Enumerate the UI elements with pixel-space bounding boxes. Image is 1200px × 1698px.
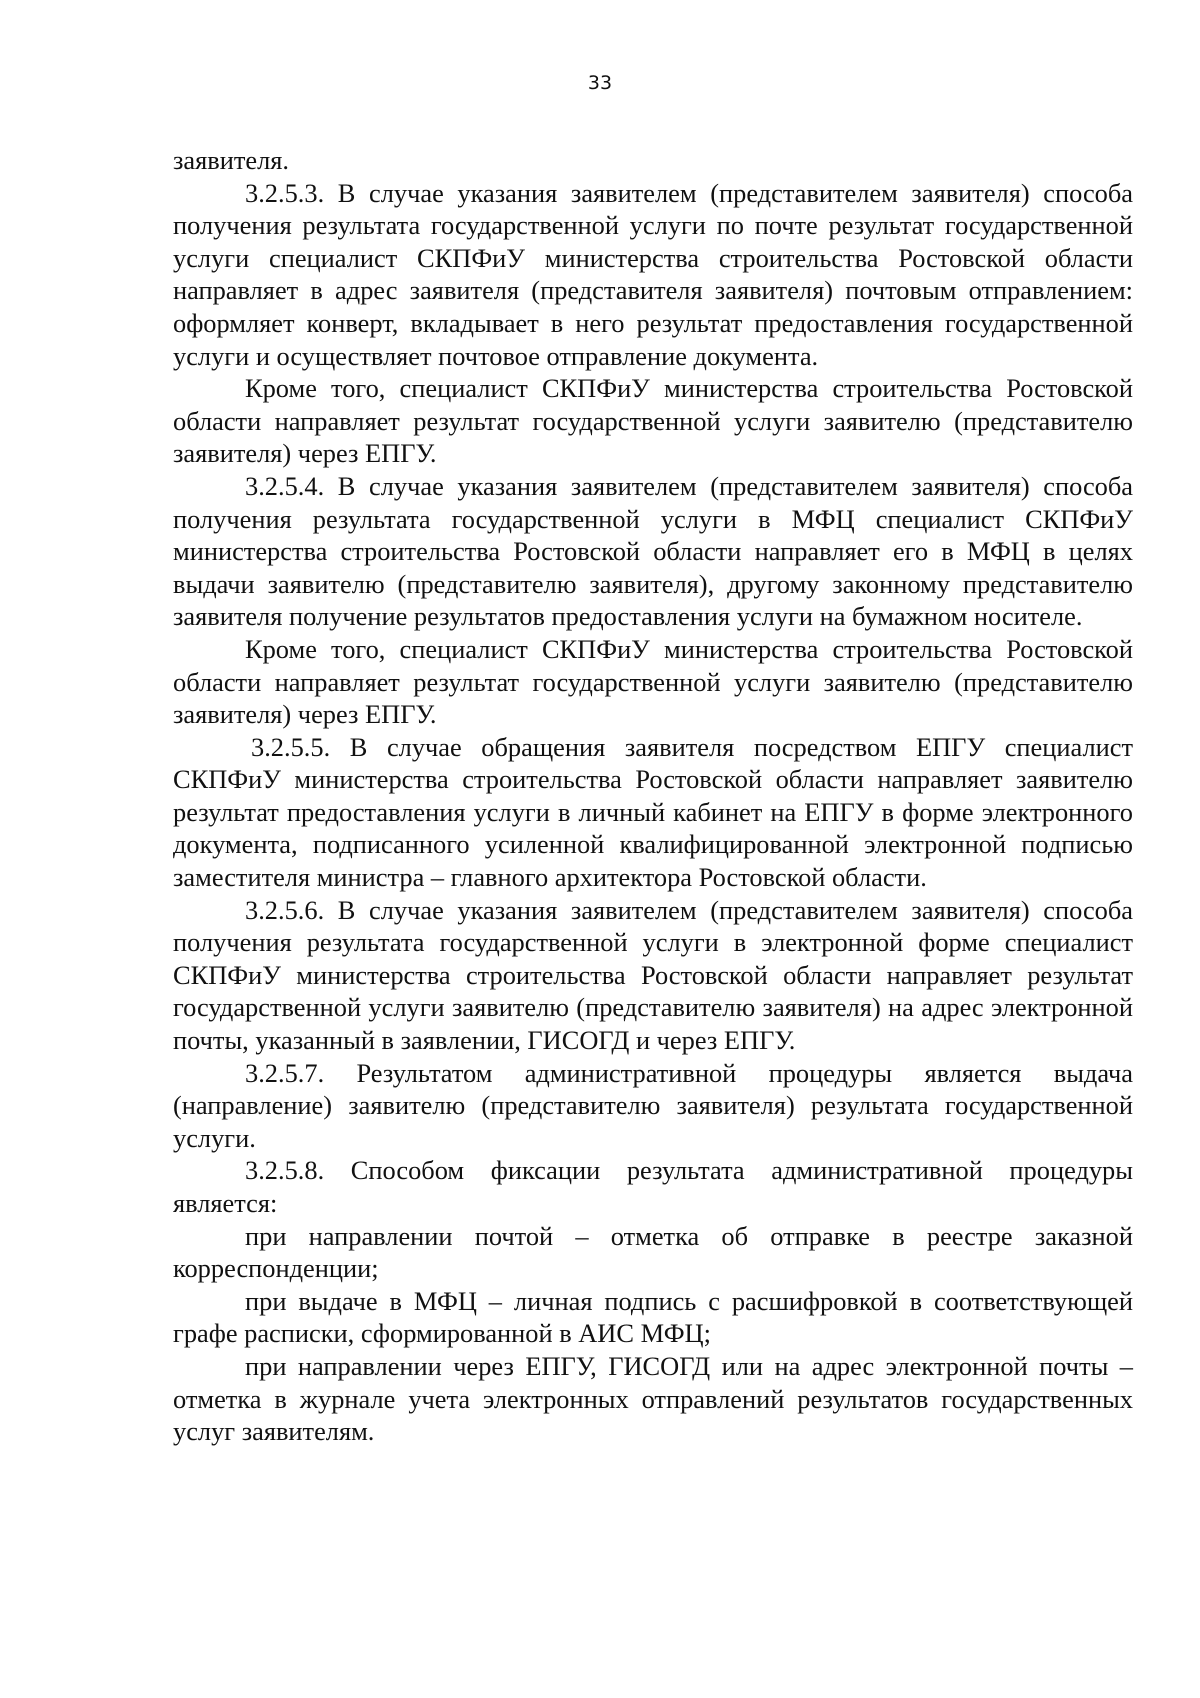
page-number: 33 bbox=[587, 72, 613, 94]
paragraph-3-2-5-3: 3.2.5.3. В случае указания заявителем (представителем заявителя) способа получения результата государственной услуги по почте результат государственной услуги специалист СКПФиУ министерства строительства Ростовской области направляет в адрес заявителя (представителя заявителя) почтовым отправлением: оформляет конверт, вкладывает в него результат предоставления государственной услуги и осуществляет почтовое отправление документа. bbox=[173, 177, 1133, 371]
paragraph-continuation: заявителя. bbox=[173, 145, 290, 175]
list-item-post: при направлении почтой – отметка об отправке в реестре заказной корреспонденции; bbox=[173, 1220, 1133, 1284]
document-body bbox=[173, 144, 1133, 1448]
paragraph-3-2-5-7: 3.2.5.7. Результатом административной процедуры является выдача (направление) заявителю (представителю заявителя) результата государственной услуги. bbox=[173, 1057, 1133, 1153]
paragraph-3-2-5-4: 3.2.5.4. В случае указания заявителем (представителем заявителя) способа получения результата государственной услуги в МФЦ специалист СКПФиУ министерства строительства Ростовской области направляет его в МФЦ в целях выдачи заявителю (представителю заявителя), другому законному представителю заявителя получение результатов предоставления услуги на бумажном носителе. bbox=[173, 470, 1133, 632]
list-item-epgu: при направлении через ЕПГУ, ГИСОГД или на адрес электронной почты – отметка в журнале учета электронных отправлений результатов государственных услуг заявителям. bbox=[173, 1350, 1133, 1447]
paragraph-3-2-5-5: 3.2.5.5. В случае обращения заявителя посредством ЕПГУ специалист СКПФиУ министерства строительства Ростовской области направляет заявителю результат предоставления услуги в личный кабинет на ЕПГУ в форме электронного документа, подписанного усиленной квалифицированной электронной подписью заместителя министра – главного архитектора Ростовской области. bbox=[173, 731, 1133, 893]
paragraph-3-2-5-6: 3.2.5.6. В случае указания заявителем (представителем заявителя) способа получения результата государственной услуги в электронной форме специалист СКПФиУ министерства строительства Ростовской области направляет результат государственной услуги заявителю (представителю заявителя) на адрес электронной почты, указанный в заявлении, ГИСОГД и через ЕПГУ. bbox=[173, 894, 1133, 1056]
paragraph-besides-epgu-1: Кроме того, специалист СКПФиУ министерства строительства Ростовской области направляет результат государственной услуги заявителю (представителю заявителя) через ЕПГУ. bbox=[173, 373, 1133, 469]
list-item-mfc: при выдаче в МФЦ – личная подпись с расшифровкой в соответствующей графе расписки, сформированной в АИС МФЦ; bbox=[173, 1285, 1133, 1349]
paragraph-besides-epgu-2: Кроме того, специалист СКПФиУ министерства строительства Ростовской области направляет результат государственной услуги заявителю (представителю заявителя) через ЕПГУ. bbox=[173, 633, 1133, 730]
paragraph-3-2-5-8: 3.2.5.8. Способом фиксации результата административной процедуры является: bbox=[173, 1155, 1133, 1218]
